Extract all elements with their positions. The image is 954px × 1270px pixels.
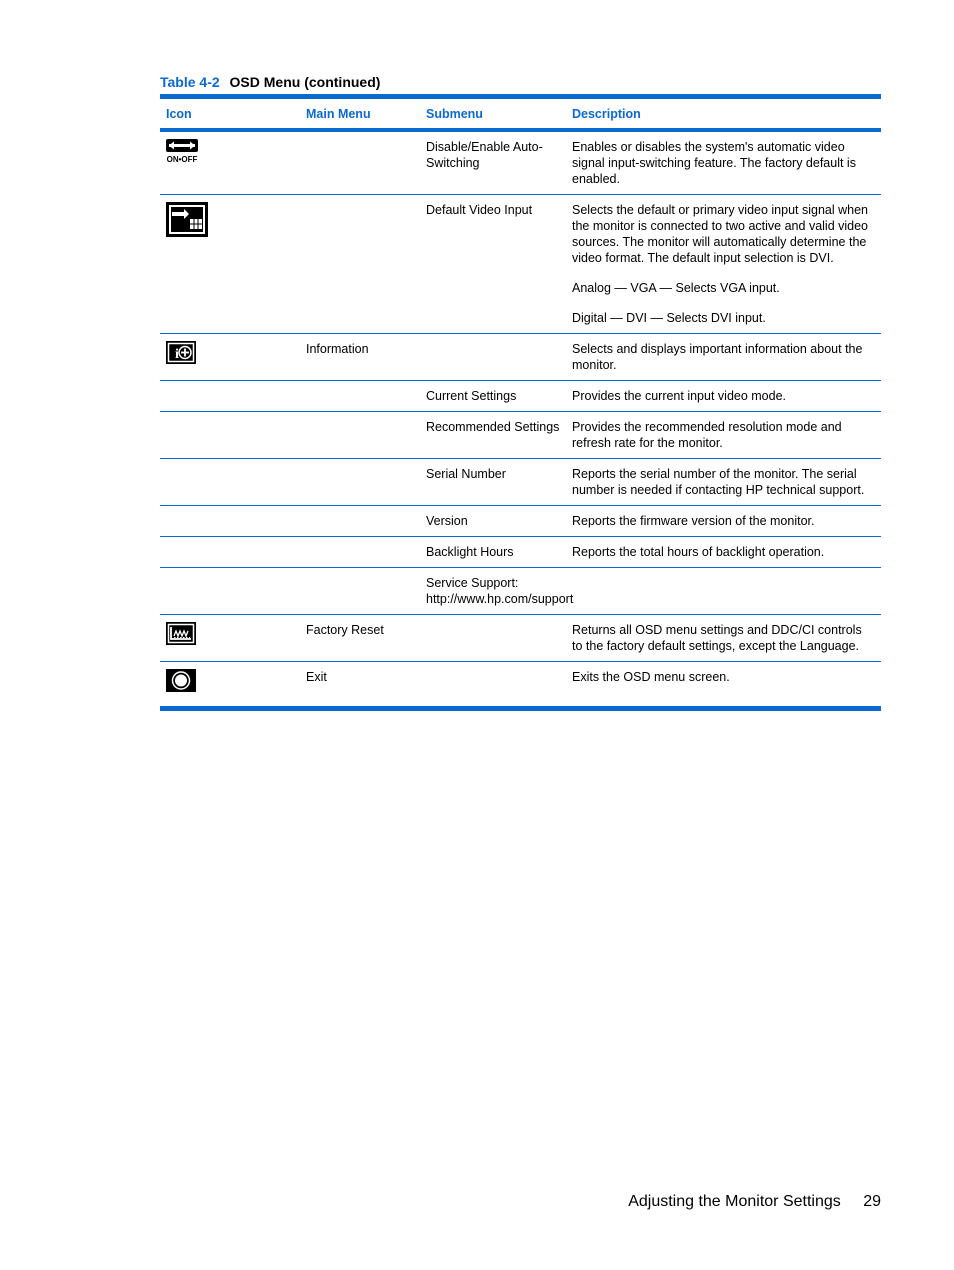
description-text: Reports the serial number of the monitor. The serial number is needed if contacting HP technical support. [572, 467, 865, 497]
icon-cell [160, 412, 300, 459]
icon-cell [160, 537, 300, 568]
submenu-cell: Disable/Enable Auto-Switching [420, 130, 566, 195]
footer-section-title: Adjusting the Monitor Settings [628, 1193, 841, 1210]
page-number: 29 [863, 1193, 881, 1210]
description-text: Selects and displays important information about the monitor. [572, 342, 863, 372]
submenu-cell: Serial Number [420, 459, 566, 506]
table-row [160, 615, 881, 662]
icon-cell [160, 568, 300, 615]
description-text: Digital — DVI — Selects DVI input. [572, 311, 766, 325]
icon-cell [160, 334, 300, 381]
table-row [160, 662, 881, 709]
main-menu-cell [300, 195, 420, 334]
table-number: Table 4-2 [160, 74, 220, 90]
submenu-cell: Recommended Settings [420, 412, 566, 459]
table-row [160, 334, 881, 381]
description-cell [566, 381, 881, 412]
submenu-cell [420, 615, 566, 662]
description-cell [566, 568, 881, 615]
icon-cell [160, 662, 300, 709]
table-row [160, 537, 881, 568]
table-row [160, 195, 881, 334]
description-cell [566, 537, 881, 568]
table-row [160, 568, 881, 615]
svg-text:i: i [175, 347, 179, 362]
table-row [160, 412, 881, 459]
table-caption [160, 74, 380, 90]
description-cell [566, 130, 881, 195]
video-input-icon [166, 202, 208, 237]
description-cell [566, 412, 881, 459]
submenu-cell [420, 334, 566, 381]
submenu-cell: Default Video Input [420, 195, 566, 334]
description-cell [566, 334, 881, 381]
table-row [160, 381, 881, 412]
header-description: Description [566, 97, 881, 131]
description-text: Exits the OSD menu screen. [572, 670, 730, 684]
submenu-cell: Backlight Hours [420, 537, 566, 568]
description-cell [566, 662, 881, 709]
description-text: Reports the total hours of backlight operation. [572, 545, 825, 559]
icon-cell [160, 459, 300, 506]
on-off-switch-icon [166, 139, 198, 163]
information-icon [166, 341, 196, 364]
table-header-row [160, 97, 881, 131]
main-menu-cell [300, 537, 420, 568]
icon-cell [160, 130, 300, 195]
description-text: Analog — VGA — Selects VGA input. [572, 281, 780, 295]
icon-cell [160, 615, 300, 662]
description-text: Enables or disables the system's automatic video signal input-switching feature. The factory default is enabled. [572, 140, 856, 186]
icon-cell [160, 381, 300, 412]
submenu-cell: Version [420, 506, 566, 537]
table-row [160, 130, 881, 195]
main-menu-cell: Factory Reset [300, 615, 420, 662]
header-main-menu: Main Menu [300, 97, 420, 131]
table-title: OSD Menu (continued) [229, 74, 381, 90]
svg-text:ON•OFF: ON•OFF [166, 155, 198, 163]
description-text: Returns all OSD menu settings and DDC/CI controls to the factory default settings, except the Language. [572, 623, 862, 653]
main-menu-cell [300, 459, 420, 506]
factory-reset-icon [166, 622, 196, 645]
header-submenu: Submenu [420, 97, 566, 131]
main-menu-cell [300, 568, 420, 615]
description-cell [566, 615, 881, 662]
header-icon: Icon [160, 97, 300, 131]
main-menu-cell [300, 130, 420, 195]
description-cell [566, 459, 881, 506]
submenu-cell [420, 662, 566, 709]
description-text: Selects the default or primary video input signal when the monitor is connected to two active and valid video sources. The monitor will automatically determine the video format. The default input selection is DVI. [572, 203, 869, 265]
page-footer [628, 1193, 881, 1211]
main-menu-cell: Exit [300, 662, 420, 709]
table-row [160, 459, 881, 506]
exit-icon [166, 669, 196, 692]
description-text: Provides the current input video mode. [572, 389, 787, 403]
main-menu-cell [300, 412, 420, 459]
icon-cell [160, 506, 300, 537]
description-cell [566, 506, 881, 537]
submenu-cell: Current Settings [420, 381, 566, 412]
osd-menu-table [160, 94, 881, 711]
description-cell [566, 195, 881, 334]
description-text: Reports the firmware version of the monitor. [572, 514, 815, 528]
description-text: Provides the recommended resolution mode and refresh rate for the monitor. [572, 420, 842, 450]
main-menu-cell [300, 506, 420, 537]
table-row [160, 506, 881, 537]
icon-cell [160, 195, 300, 334]
main-menu-cell: Information [300, 334, 420, 381]
main-menu-cell [300, 381, 420, 412]
submenu-cell: Service Support: http://www.hp.com/support [420, 568, 566, 615]
